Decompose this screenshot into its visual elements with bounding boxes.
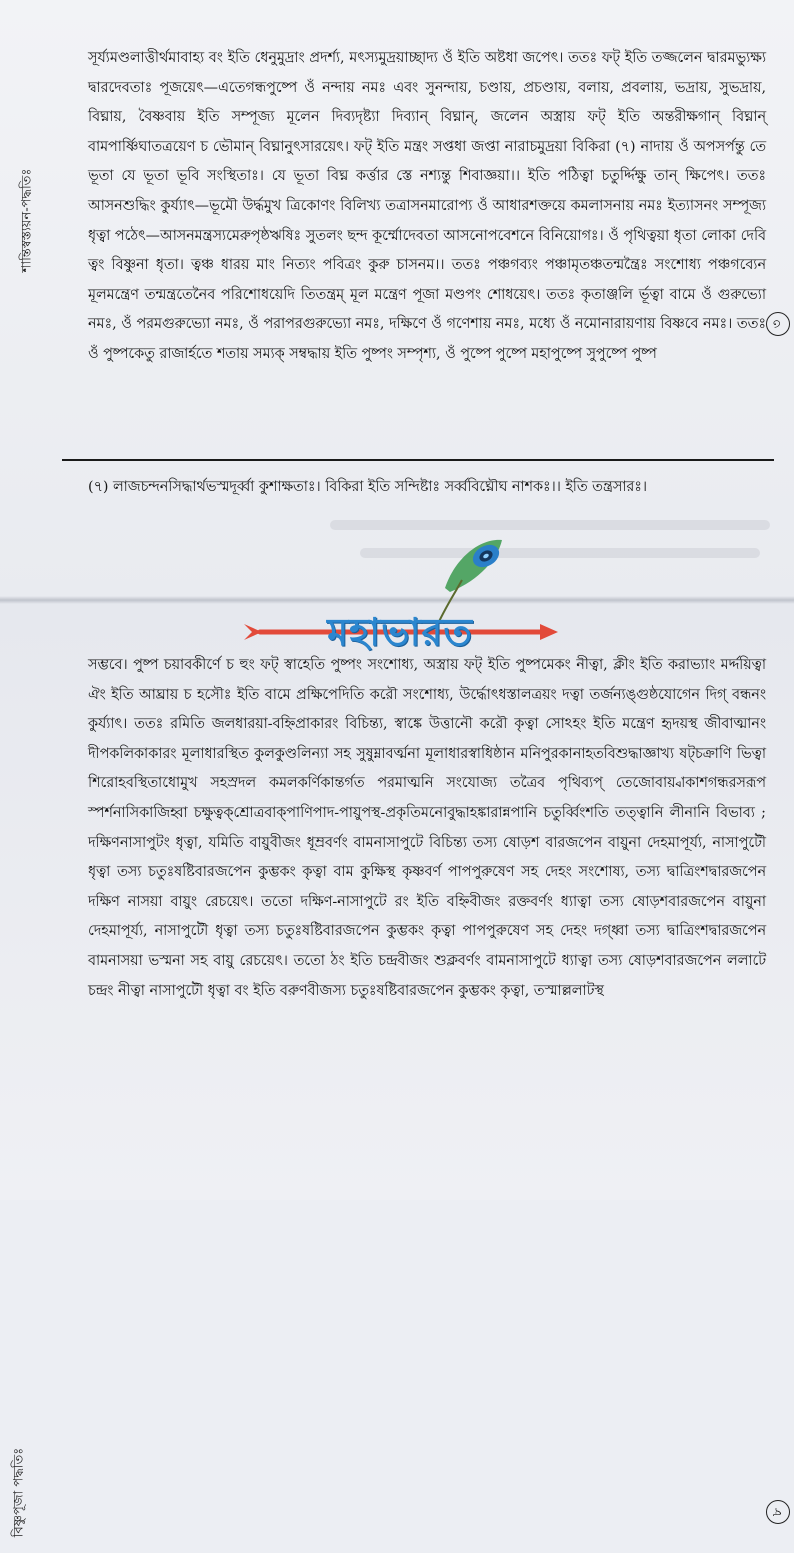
top-page	[0, 0, 794, 600]
watermark-text: মহাভারত	[327, 610, 473, 654]
bottom-page-body-text: সম্ভবে। পুষ্প চয়াবকীর্ণে চ হুং ফট্ স্বাহেতি পুষ্পং সংশোধ্য, অস্ত্রায় ফট্ ইতি পুষ্পমেকং নীত্বা, ক্লীং ইতি করাভ্যাং মর্দ্দয়িত্বা ঐং ইতি আঘ্রায় চ হসৌঃ ইতি বামে প্রক্ষিপেদিতি করৌ সংশোধ্য, উর্দ্ধোৎধস্তালত্রয়ং দত্বা তর্জন্যঙ্গুষ্ঠযোগেন দিগ্ বন্ধনং কুর্য্যাৎ। ততঃ রমিতি জলধারয়া-বহ্নিপ্রাকারং বিচিন্ত্য, স্বাঙ্কে উত্তানৌ করৌ কৃত্বা সোঽহং ইতি মন্ত্রেণ হৃদয়স্থ জীবাত্মানং দীপকলিকাকারং মূলাধারস্থিত কুলকুণ্ডলিন্যা সহ সুষুম্নাবর্ত্মনা মূলাধারস্বাধিষ্ঠান মনিপুরকানাহতবিশুদ্ধাজ্ঞাখ্য ষট্‌চক্রাণি ভিত্বা শিরোহবস্থিতাধোমুখ সহস্রদল কমলকর্ণিকান্তর্গত পরমাত্মনি সংযোজ্য তত্রৈব পৃথিব্যপ্ তেজোবায়্বাকাশগন্ধরসরূপ স্পর্শনাসিকাজিহ্বা চক্ষুত্বক্‌শ্রোত্রবাক্‌পাণিপাদ-পায়ুপস্থ-প্রকৃতিমনোবুদ্ধাহঙ্কারান্নপানি চতুর্ব্বিংশতি তত্ত্বানি লীনানি বিভাব্য ; দক্ষিণনাসাপুটং ধৃত্বা, যমিতি বায়ুবীজং ধূম্রবর্ণং বামনাসাপুটে বিচিন্ত্য তস্য ষোড়শ বারজপেন বায়ুনা দেহমাপূর্য্য, নাসাপুটৌ ধৃত্বা তস্য চতুঃষষ্টিবারজপেন কুম্ভকং কৃত্বা বাম কুক্ষিস্থ কৃষ্ণবর্ণ পাপপুরুষেণ সহ দেহং সংশোষ্য, তস্য দ্বাত্রিংশদ্বারজপেন দক্ষিণ নাসয়া বায়ুং রেচয়েৎ। ততো দক্ষিণ-নাসাপুটে রং ইতি বহ্নিবীজং রক্তবর্ণং ধ্যাত্বা তস্য ষোড়শবারজপেন বায়ুনা দেহমাপূর্য্য, নাসাপুটৌ ধৃত্বা তস্য চতুঃষষ্টিবারজপেন কুম্ভকং কৃত্বা পাপপুরুষেণ সহ দেহং দগ্ধ্বা তস্য দ্বাত্রিংশদ্বারজপেন বামনাসয়া ভস্মনা সহ বায়ু রেচয়েৎ। ততো ঠং ইতি চন্দ্রবীজং শুক্লবর্ণং বামনাসাপুটে ধ্যাত্বা তস্য ষোড়শবারজপেন ললাটে চন্দ্রং নীত্বা নাসাপুটৌ ধৃত্বা বং ইতি বরুণবীজস্য চতুঃষষ্টিবারজপেন কুম্ভকং কৃত্বা, তস্মাল্ললাটস্থ	[88, 657, 766, 999]
top-page-number: ৩	[766, 312, 790, 336]
top-page-side-label: শান্তিস্বস্ত্যয়ন-পদ্ধতিঃ	[19, 168, 35, 273]
watermark-logo	[240, 528, 560, 658]
footnote-divider	[62, 459, 774, 461]
top-page-body-text: সূর্য্যমণ্ডলাত্তীর্থমাবাহ্য বং ইতি ধেনুমুদ্রাং প্রদর্শ্য, মৎস্যমুদ্রয়াচ্ছাদ্য ওঁ ইতি অষ্টধা জপেৎ। ততঃ ফট্ ইতি তজ্জলেন দ্বারমভ্যুক্ষ্য দ্বারদেবতাঃ পূজয়েৎ—এতেগন্ধপুষ্পে ওঁ নন্দায় নমঃ এবং সুনন্দায়, চণ্ডায়, প্রচণ্ডায়, বলায়, প্রবলায়, ভদ্রায়, সুভদ্রায়, বিঘ্নায়, বৈষ্ণবায় ইতি সম্পূজ্য মূলেন দিব্যদৃষ্ট্যা দিব্যান্ বিঘ্নান্, জলেন অস্ত্রায় ফট্ ইতি অন্তরীক্ষগান্ বিঘ্নান্ বামপার্ষ্ণিঘাতত্রয়েণ চ ভৌমান্ বিঘ্নানুৎসারয়েৎ। ফট্ ইতি মন্ত্রং সপ্তধা জপ্তা নারাচমুদ্রয়া বিকিরা (৭) নাদায় ওঁ অপসর্পন্তু তে ভূতা যে ভূতা ভূবি সংস্থিতাঃ। যে ভূতা বিঘ্ন কর্ত্তার স্তে নশ্যন্তু শিবাজ্ঞয়া।। ইতি পঠিত্বা চতুর্দ্দিক্ষু তান্ ক্ষিপেৎ। ততঃ আসনশুদ্ধিং কুর্য্যাৎ—ভূমৌ উর্দ্ধমুখ ত্রিকোণং বিলিখ্য তত্রাসনমারোপ্য ওঁ আধারশক্তয়ে কমলাসনায় নমঃ ইত্যাসনং সম্পূজ্য ধৃত্বা পঠেৎ—আসনমন্ত্রস্যমেরুপৃষ্ঠঋষিঃ সুতলং ছন্দ কূর্ম্মোদেবতা আসনোপবেশনে বিনিয়োগঃ। ওঁ পৃথিত্বয়া ধৃতা লোকা দেবি ত্বং বিষ্ণুনা ধৃতা। ত্বঞ্চ ধারয় মাং নিত্যং পবিত্রং কুরু চাসনম।। ততঃ পঞ্চগব্যং পঞ্চামৃতঞ্চতন্মন্ত্রৈঃ সংশোধ্য পঞ্চগব্যেন মূলমন্ত্রেণ তন্মন্ত্রতেনৈব পরিশোধয়েদি তিতন্ত্রম্ মূল মন্ত্রেণ পূজা মণ্ডপং শোধয়েৎ। ততঃ কৃতাঞ্জলি র্ভূত্বা বামে ওঁ গুরুভ্যো নমঃ, ওঁ পরমগুরুভ্যো নমঃ, ওঁ পরাপরগুরুভ্যো নমঃ, দক্ষিণে ওঁ গণেশায় নমঃ, মধ্যে ওঁ নমোনারায়ণায় বিষ্ণবে নমঃ। ততঃ ওঁ পুষ্পকেতু রাজার্হতে শতায় সম্যক্ সম্বদ্ধায় ইতি পুষ্পং সম্পৃশ্য, ওঁ পুষ্পে পুষ্পে মহাপুষ্পে সুপুষ্পে পুষ্প	[88, 50, 766, 362]
bottom-page-number: ৮	[766, 1500, 790, 1524]
bottom-page-side-label: বিষ্ণুপূজা পদ্ধতিঃ	[11, 1447, 27, 1538]
footnote-text: (৭) লাজচন্দনসিদ্ধার্থভস্মদূর্ব্বা কুশাক্ষতাঃ। বিকিরা ইতি সন্দিষ্টাঃ সর্ব্ববিঘ্নৌঘ নাশকঃ।। ইতি তন্ত্রসারঃ।	[88, 479, 648, 495]
